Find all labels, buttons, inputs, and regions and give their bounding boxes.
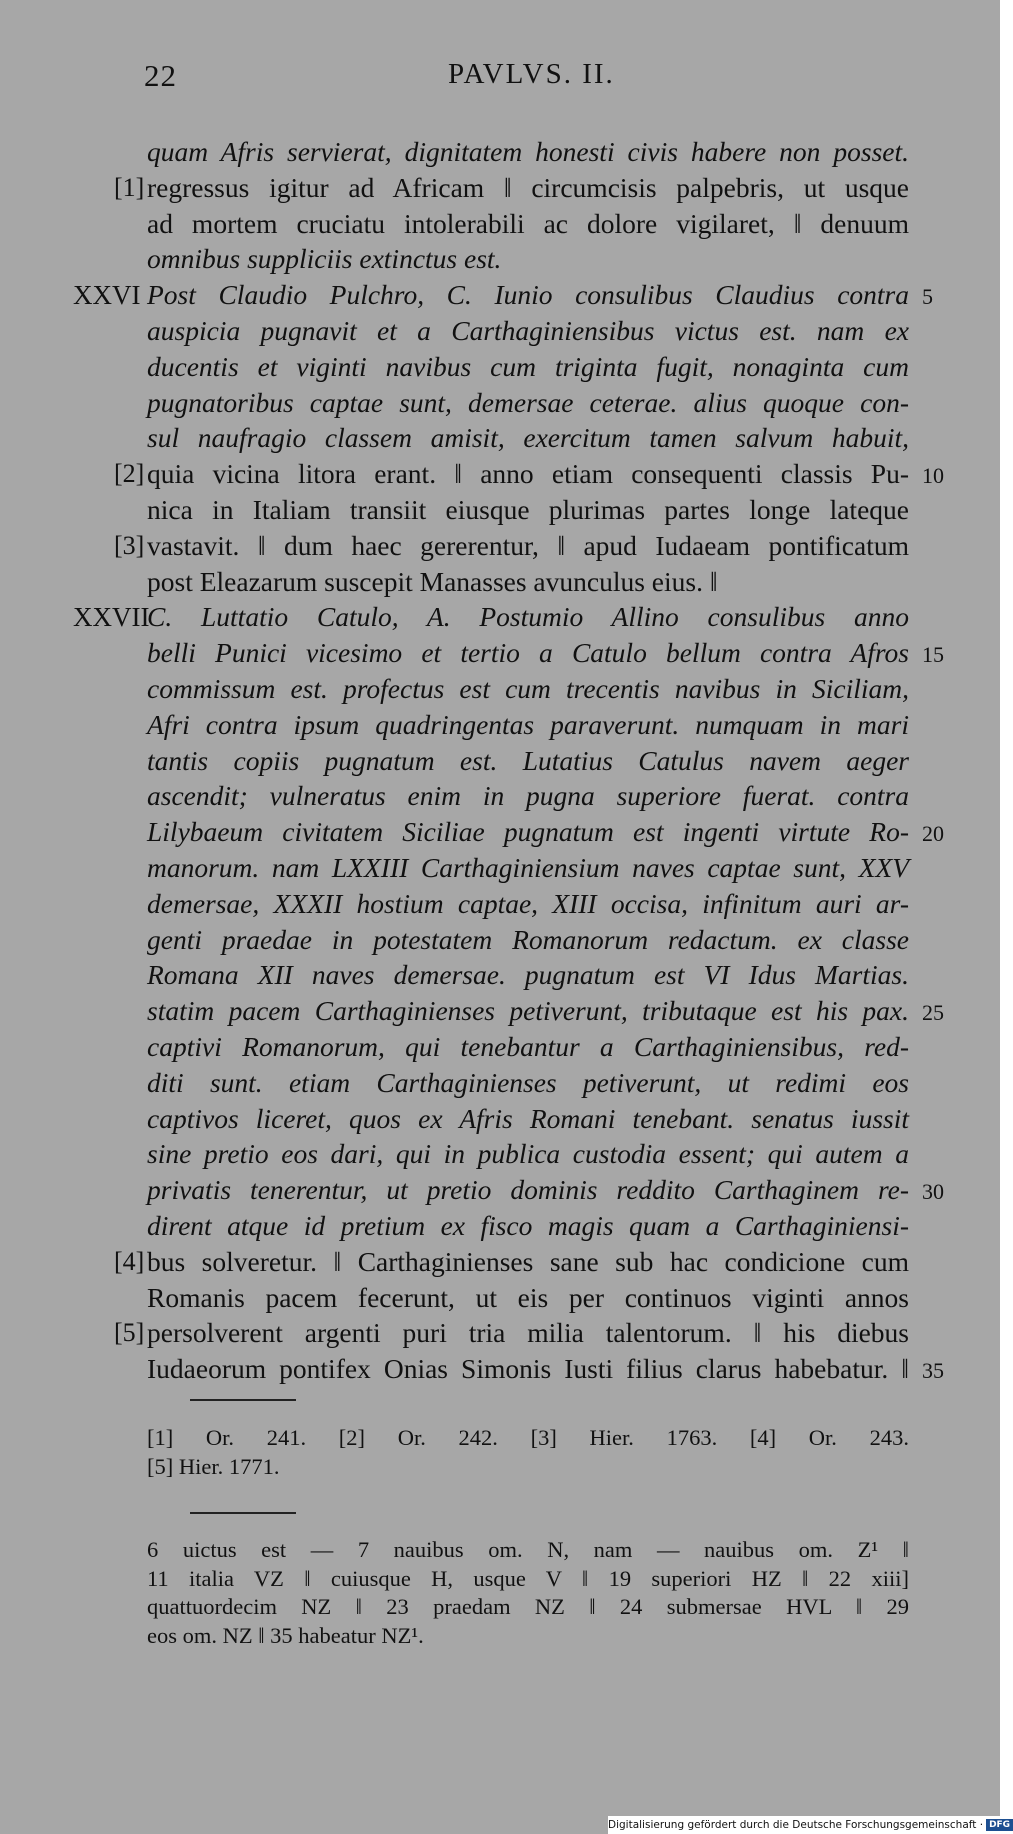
marginal-note: [2] bbox=[114, 459, 145, 489]
text-line bbox=[0, 314, 1000, 350]
line-text: ascendit; vulneratus enim in pugna superiore fuerat. contra bbox=[147, 780, 909, 812]
text-line bbox=[0, 994, 1000, 1030]
line-text: C. Luttatio Catulo, A. Postumio Allino consulibus anno bbox=[147, 601, 909, 633]
dfg-logo: DFG bbox=[986, 1819, 1013, 1831]
line-text: Romanis pacem fecerunt, ut eis per continuos viginti annos bbox=[147, 1281, 909, 1313]
text-line bbox=[0, 386, 1000, 422]
digitization-footer bbox=[608, 1816, 1011, 1834]
line-number: 10 bbox=[922, 463, 944, 489]
digitization-note: Digitalisierung gefördert durch die Deutsche Forschungsgemeinschaft · bbox=[608, 1819, 984, 1831]
marginal-note: [1] bbox=[114, 172, 145, 202]
line-number: 35 bbox=[922, 1358, 944, 1384]
text-line bbox=[0, 421, 1000, 457]
source-references bbox=[147, 1424, 909, 1481]
line-text: genti praedae in potestatem Romanorum redactum. ex classe bbox=[147, 923, 909, 955]
line-text: privatis tenerentur, ut pretio dominis reddito Carthaginem re- bbox=[147, 1174, 909, 1206]
line-number: 20 bbox=[922, 821, 944, 847]
line-text: ad mortem cruciatu intolerabili ac dolore vigilaret, ‖ denuum bbox=[147, 207, 909, 239]
line-text: manorum. nam LXXIII Carthaginiensium naves captae sunt, XXV bbox=[147, 851, 909, 883]
text-line bbox=[0, 171, 1000, 207]
line-text: belli Punici vicesimo et tertio a Catulo bellum contra Afros bbox=[147, 637, 909, 669]
chapter-number: XXVI bbox=[73, 280, 141, 311]
line-text: diti sunt. etiam Carthaginienses petiverunt, ut redimi eos bbox=[147, 1066, 909, 1098]
marginal-note: [4] bbox=[114, 1246, 145, 1276]
line-text: post Eleazarum suscepit Manasses avunculus eius. ‖ bbox=[147, 565, 718, 597]
line-text: ducentis et viginti navibus cum triginta fugit, nonaginta cum bbox=[147, 350, 909, 382]
line-number: 30 bbox=[922, 1179, 944, 1205]
text-line bbox=[0, 1245, 1000, 1281]
line-text: bus solveretur. ‖ Carthaginienses sane sub hac condicione cum bbox=[147, 1245, 909, 1277]
text-line bbox=[0, 1102, 1000, 1138]
line-text: statim pacem Carthaginienses petiverunt, tributaque est his pax. bbox=[147, 995, 909, 1027]
main-text bbox=[0, 135, 1000, 1388]
text-line bbox=[0, 815, 1000, 851]
running-title: PAVLVS. II. bbox=[448, 58, 615, 90]
text-line bbox=[0, 493, 1000, 529]
line-text: quia vicina litora erant. ‖ anno etiam consequenti classis Pu- bbox=[147, 458, 909, 490]
line-text: captivos liceret, quos ex Afris Romani tenebant. senatus iussit bbox=[147, 1102, 909, 1134]
apparatus-line: quattuordecim NZ ‖ 23 praedam NZ ‖ 24 submersae HVL ‖ 29 bbox=[147, 1594, 909, 1619]
line-text: pugnatoribus captae sunt, demersae ceterae. alius quoque con- bbox=[147, 386, 909, 418]
text-line bbox=[0, 1137, 1000, 1173]
text-line bbox=[0, 851, 1000, 887]
text-line bbox=[0, 1030, 1000, 1066]
text-line bbox=[0, 242, 1000, 278]
marginal-note: [5] bbox=[114, 1318, 145, 1348]
line-number: 25 bbox=[922, 1000, 944, 1026]
source-line: [5] Hier. 1771. bbox=[147, 1453, 280, 1479]
line-text: Lilybaeum civitatem Siciliae pugnatum est ingenti virtute Ro- bbox=[147, 816, 909, 848]
line-text: commissum est. profectus est cum trecentis navibus in Siciliam, bbox=[147, 672, 909, 704]
line-number: 5 bbox=[922, 284, 933, 310]
text-line bbox=[0, 744, 1000, 780]
line-text: Iudaeorum pontifex Onias Simonis Iusti filius clarus habebatur. ‖ bbox=[147, 1353, 909, 1385]
line-text: Romana XII naves demersae. pugnatum est VI Idus Martias. bbox=[147, 959, 909, 991]
text-line bbox=[0, 529, 1000, 565]
line-text: Post Claudio Pulchro, C. Iunio consulibus Claudius contra bbox=[147, 279, 909, 311]
line-text: omnibus suppliciis extinctus est. bbox=[147, 243, 502, 275]
text-line bbox=[0, 672, 1000, 708]
line-text: persolverent argenti puri tria milia talentorum. ‖ his diebus bbox=[147, 1317, 909, 1349]
text-line bbox=[0, 636, 1000, 672]
apparatus-line: eos om. NZ ‖ 35 habeatur NZ¹. bbox=[147, 1622, 424, 1648]
line-text: quam Afris servierat, dignitatem honesti civis habere non posset. bbox=[147, 136, 909, 167]
line-text: nica in Italiam transiit eiusque plurimas partes longe lateque bbox=[147, 493, 909, 525]
text-line bbox=[0, 708, 1000, 744]
line-text: Afri contra ipsum quadringentas paraverunt. numquam in mari bbox=[147, 708, 909, 740]
line-text: auspicia pugnavit et a Carthaginiensibus victus est. nam ex bbox=[147, 314, 909, 346]
text-line bbox=[0, 350, 1000, 386]
line-number: 15 bbox=[922, 642, 944, 668]
text-line bbox=[0, 1352, 1000, 1388]
text-line bbox=[0, 1281, 1000, 1317]
line-text: tantis copiis pugnatum est. Lutatius Catulus navem aeger bbox=[147, 744, 909, 776]
text-line bbox=[0, 457, 1000, 493]
text-line bbox=[0, 887, 1000, 923]
line-text: vastavit. ‖ dum haec gererentur, ‖ apud Iudaeam pontificatum bbox=[147, 529, 909, 561]
text-line bbox=[0, 278, 1000, 314]
text-line bbox=[0, 135, 1000, 171]
line-text: captivi Romanorum, qui tenebantur a Carthaginiensibus, red- bbox=[147, 1030, 909, 1062]
apparatus-divider bbox=[190, 1512, 296, 1514]
text-line bbox=[0, 1066, 1000, 1102]
page-number: 22 bbox=[144, 58, 177, 93]
marginal-note: [3] bbox=[114, 530, 145, 560]
text-line bbox=[0, 1173, 1000, 1209]
text-line bbox=[0, 779, 1000, 815]
text-line bbox=[0, 207, 1000, 243]
critical-apparatus bbox=[147, 1536, 909, 1650]
text-line bbox=[0, 600, 1000, 636]
apparatus-line: 6 uictus est — 7 nauibus om. N, nam — nauibus om. Z¹ ‖ bbox=[147, 1537, 909, 1562]
text-line bbox=[0, 1316, 1000, 1352]
line-text: demersae, XXXII hostium captae, XIII occisa, infinitum auri ar- bbox=[147, 887, 909, 919]
text-line bbox=[0, 565, 1000, 601]
chapter-number: XXVII bbox=[73, 602, 150, 633]
text-line bbox=[0, 958, 1000, 994]
apparatus-line: 11 italia VZ ‖ cuiusque H, usque V ‖ 19 superiori HZ ‖ 22 xiii] bbox=[147, 1565, 909, 1591]
line-text: sine pretio eos dari, qui in publica custodia essent; qui autem a bbox=[147, 1138, 909, 1170]
text-line bbox=[0, 1209, 1000, 1245]
line-text: sul naufragio classem amisit, exercitum tamen salvum habuit, bbox=[147, 422, 909, 454]
text-line bbox=[0, 923, 1000, 959]
line-text: regressus igitur ad Africam ‖ circumcisis palpebris, ut usque bbox=[147, 171, 909, 203]
source-line: [1] Or. 241. [2] Or. 242. [3] Hier. 1763. [4] Or. 243. bbox=[147, 1425, 909, 1450]
line-text: dirent atque id pretium ex fisco magis quam a Carthaginiensi- bbox=[147, 1209, 909, 1241]
sources-divider bbox=[190, 1399, 296, 1401]
